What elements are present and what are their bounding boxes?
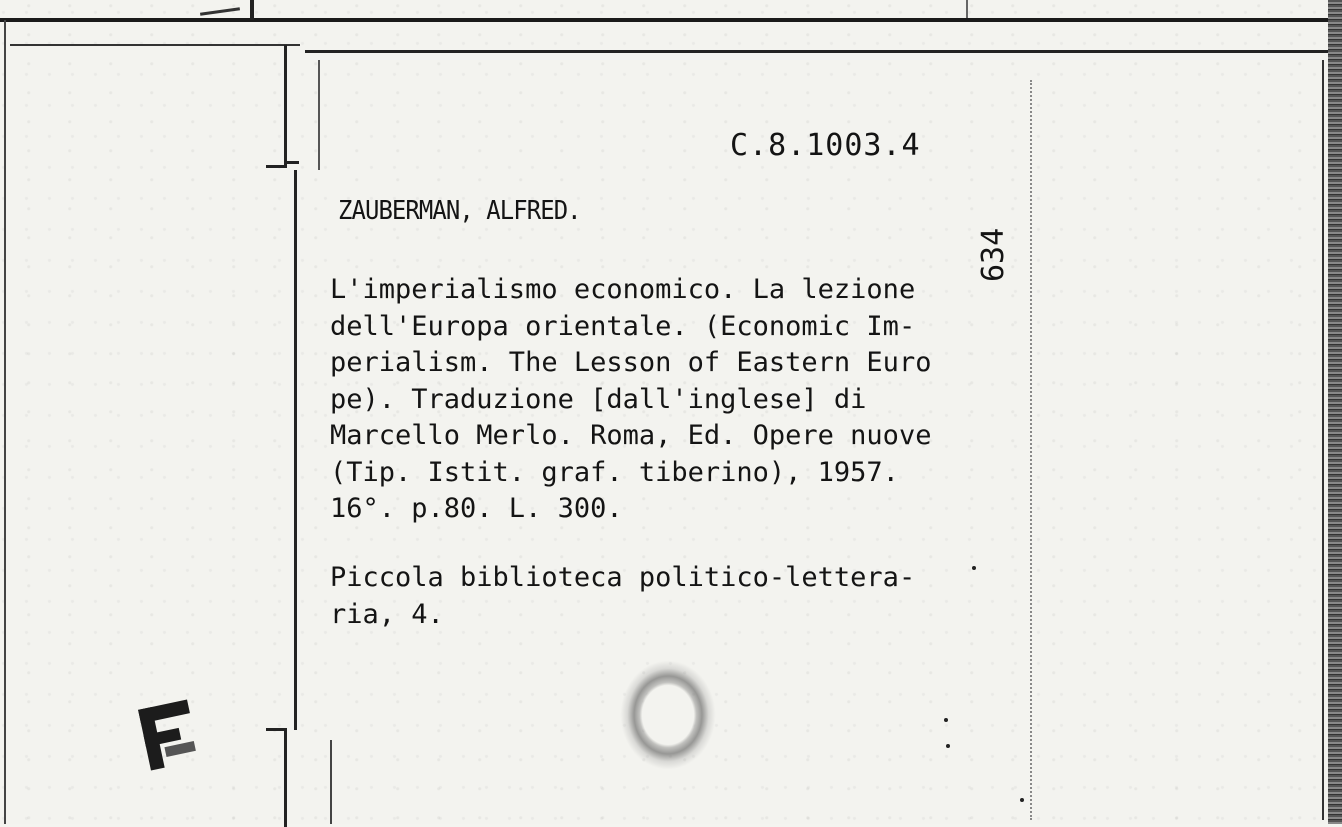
punch-hole	[620, 660, 716, 770]
shelfmark: C.8.1003.4	[730, 128, 921, 163]
top-scratch-mark-3	[966, 0, 968, 18]
description-line: L'imperialismo economico. La lezione	[330, 274, 916, 305]
side-number: 634	[976, 227, 1011, 282]
card-dotted-edge	[1030, 80, 1032, 820]
card-tab-edge-bottom	[330, 740, 332, 824]
description-line: perialism. The Lesson of Eastern Euro	[330, 347, 932, 378]
ink-dot	[1020, 798, 1024, 802]
ink-dot	[972, 566, 976, 570]
left-card-top-edge	[10, 44, 300, 46]
card-tab-notch-bottom	[266, 728, 287, 827]
right-card-edge	[1322, 60, 1324, 820]
card-left-edge	[294, 170, 297, 730]
top-border-line	[0, 18, 1342, 22]
description-line: Marcello Merlo. Roma, Ed. Opere nuove	[330, 420, 932, 451]
description-line: dell'Europa orientale. (Economic Im-	[330, 310, 916, 342]
series-line: ria, 4.	[330, 598, 444, 630]
card-top-edge	[305, 50, 1335, 53]
description-line: pe). Traduzione [dall'inglese] di	[330, 383, 867, 415]
card-tab-edge-top	[318, 60, 320, 170]
ink-dot	[944, 718, 948, 722]
description-line: (Tip. Istit. graf. tiberino), 1957.	[330, 456, 899, 488]
right-scan-edge	[1328, 0, 1342, 824]
bibliographic-description	[330, 272, 931, 528]
series-line: Piccola biblioteca politico-lettera-	[330, 562, 916, 593]
top-scratch-mark	[250, 0, 254, 20]
author-heading: ZAUBERMAN, ALFRED.	[338, 196, 581, 226]
card-tab-notch-top	[266, 45, 287, 168]
description-line: 16°. p.80. L. 300.	[330, 493, 623, 524]
left-border-line	[4, 20, 6, 824]
ink-dot	[946, 744, 950, 748]
series-statement	[330, 560, 915, 633]
